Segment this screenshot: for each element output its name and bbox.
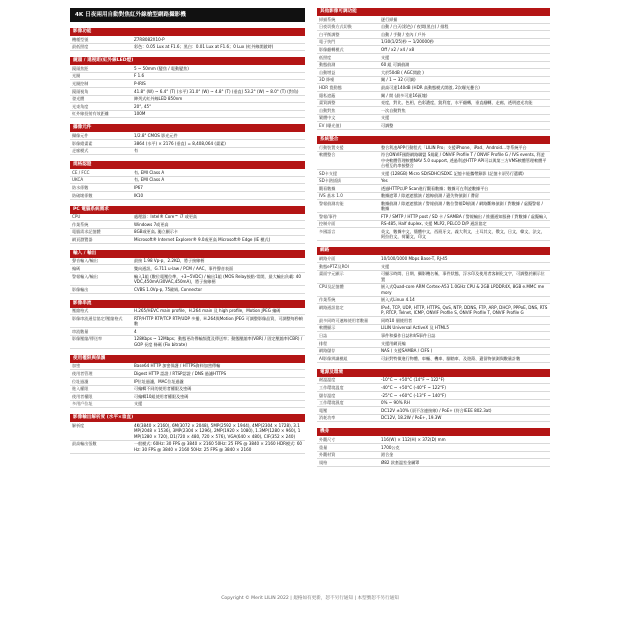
- spec-value: -10°C ~ +50°C (14°F ~ 122°F): [379, 377, 550, 384]
- spec-row: [317, 16, 550, 23]
- spec-label: HDR 寬動態: [317, 84, 379, 92]
- spec-row: [70, 103, 305, 111]
- section-heading: 鏡頭 / 遠視距(紅外線LED燈): [70, 57, 305, 65]
- spec-label: 串流數量: [70, 328, 132, 336]
- spec-row: [317, 151, 550, 169]
- left-sections: [70, 28, 305, 454]
- spec-label: 加密: [70, 363, 132, 370]
- spec-value: 輸入1組 (數位電壓位準，+3~5VDC) / 輸出1組 (MOS Relay接點-常開，最大輸出負載: 40VDC,450mA/30VAC,450mA)，將子接線柄: [132, 273, 305, 286]
- spec-label: 光束角度: [70, 103, 132, 111]
- spec-value: IK10: [132, 191, 305, 199]
- spec-label: 使用者權限: [70, 393, 132, 401]
- spec-table: [317, 16, 550, 130]
- spec-value: H.265/HEVC main profile，H.264 main 及 high profile，Motion JPEG 編碼: [132, 308, 305, 315]
- spec-row: [317, 228, 550, 241]
- spec-label: 隱私遮蔽: [317, 91, 379, 99]
- spec-label: CPU及記憶體: [317, 283, 379, 296]
- spec-label: 警報輸入/輸出: [70, 273, 132, 286]
- spec-label: 作業系統: [70, 221, 132, 229]
- spec-value: 關 / 1 ~ 32 (可調): [379, 76, 550, 84]
- spec-value: 可調整: [379, 122, 550, 130]
- spec-label: 重量: [317, 443, 379, 451]
- spec-row: [317, 31, 550, 39]
- section-heading: 攝像元件: [70, 124, 305, 132]
- spec-value: 5 ~ 50mm (變焦 / 電動變焦): [132, 65, 305, 72]
- spec-row: [70, 36, 305, 43]
- spec-value: 處理器：Intel® Core™ i7 或更高: [132, 214, 305, 221]
- spec-table: [70, 363, 305, 409]
- spec-section: [70, 28, 305, 51]
- spec-label: 影像串流通信協定/壓縮格式: [70, 315, 132, 328]
- spec-label: 低照度: [317, 53, 379, 61]
- spec-value: 支援 (128GB) Micro SD/SDHC/SDXC 記憶卡能攜帶錄影 (記憶卡須另行選購): [379, 169, 550, 177]
- spec-row: [317, 347, 550, 355]
- spec-section: [70, 250, 305, 294]
- spec-value: 可編輯10組使用者權限及密碼: [132, 393, 305, 401]
- section-heading: 輸入 / 輸出: [70, 250, 305, 258]
- spec-label: 消耗功率: [317, 414, 379, 422]
- spec-label: 影像輸出: [70, 286, 132, 294]
- spec-value: 10/100/1000 Mbps Base-T, RJ-45: [379, 255, 550, 262]
- spec-value: 自動 / 手動 / 室內 / 戶外: [379, 31, 550, 39]
- spec-label: 最低照度: [70, 43, 132, 51]
- spec-section: [317, 8, 550, 130]
- spec-label: 工作環境濕度: [317, 399, 379, 407]
- spec-row: [317, 443, 550, 451]
- spec-row: [317, 317, 550, 325]
- spec-label: 發光體: [70, 95, 132, 103]
- spec-row: [317, 185, 550, 193]
- spec-row: [317, 122, 550, 130]
- spec-label: 聲音輸入/輸出: [70, 258, 132, 265]
- spec-row: [70, 191, 305, 199]
- spec-value: 1/2.8" CMOS 影光元件: [132, 132, 305, 139]
- spec-value: 有, EMI Class A: [132, 176, 305, 184]
- spec-label: EV (曝光值): [317, 122, 379, 130]
- spec-value: 鋁合金: [379, 451, 550, 459]
- spec-value: P-IRIS: [132, 80, 305, 88]
- spec-value: 0% ~ 90% RH: [379, 399, 550, 407]
- spec-value: -40°C ~ +50°C (-40°F ~ 122°F): [379, 384, 550, 392]
- spec-value: 3864 (水平) × 2176 (垂直) = 8,408,064 (畫素): [132, 139, 305, 147]
- spec-value: 8GB或更高, 獨立顯示卡: [132, 228, 305, 236]
- spec-value: Yes: [379, 177, 550, 185]
- spec-label: 畫面字元顯示: [317, 270, 379, 283]
- section-heading: 其他影像可調功能: [317, 8, 550, 16]
- spec-label: 位址過濾: [70, 378, 132, 386]
- spec-value: IP位址過濾，MAC位址過濾: [132, 378, 305, 386]
- document-title: 4K 日夜兩用自動對焦紅外線槍型網路攝影機: [70, 8, 305, 22]
- spec-row: [70, 228, 305, 236]
- spec-row: [317, 304, 550, 317]
- spec-value: 符合ONVIF國際網路聯盟 S規範 / ONVIF Profile T / ONVIF Profile G / IVS events, 利凌中央軟體管理軟體NAV 5.0 support, 透過利凌HTTP API可以與第三方VMS軟體管理軟體平台相互的串接整合: [379, 151, 550, 169]
- spec-row: [70, 265, 305, 273]
- spec-row: [317, 377, 550, 384]
- right-sections: [317, 8, 550, 467]
- spec-value: 4K(3840 × 2160), 6M(3072 × 2048), 5MP(2592 × 1944), 4MP(2304 × 1728), 3.1MP(2048 × 1536), 3MP(2304 × 1296), 2MP(1920 × 1080), 1.3MP(1280 × 960), 1MP(1280 × 720), D1(720 × 480, 720 × 576), VGA(640 × 480), CIF(352 × 240): [132, 422, 305, 440]
- spec-row: [317, 84, 550, 92]
- spec-label: 觀看數據: [317, 185, 379, 193]
- spec-label: 網路介面: [317, 255, 379, 262]
- section-heading: 影像輸出解析度 (水平×垂直): [70, 414, 305, 422]
- spec-label: UKCA: [70, 176, 132, 184]
- spec-row: [317, 392, 550, 400]
- spec-row: [70, 393, 305, 401]
- spec-value: 支援: [379, 263, 550, 271]
- spec-row: [70, 286, 305, 294]
- spec-value: 一般模式: 60Hz: 30 FPS @ 3840 × 2160 50Hz: 25 FPS @ 3840 × 2160 HDR模式: 60Hz: 30 FPS @ 3840 × 2160 50Hz: 25 FPS @ 3840 × 2160: [132, 440, 305, 453]
- spec-row: [70, 95, 305, 103]
- spec-row: [317, 451, 550, 459]
- spec-row: [70, 214, 305, 221]
- spec-row: [70, 335, 305, 348]
- spec-label: 多用戶位址: [70, 400, 132, 408]
- spec-row: [317, 177, 550, 185]
- spec-row: [317, 91, 550, 99]
- spec-label: 控制介面: [317, 220, 379, 228]
- spec-value: Off / x2 / x4 / x8: [379, 46, 550, 54]
- spec-table: [70, 169, 305, 199]
- spec-table: [70, 308, 305, 349]
- section-heading: 網路: [317, 247, 550, 255]
- spec-value: Windows 7或更高: [132, 221, 305, 229]
- spec-row: [317, 407, 550, 415]
- spec-row: [70, 315, 305, 328]
- spec-row: [317, 220, 550, 228]
- spec-value: IPv4, TCP, UDP, HTTP, HTTPS, QoS, NTP, DDNS, FTP, ARP, DHCP, PPPoE, DNS, RTSP, RTCP, Telnet, ICMP, ONVIF Profile S, ONVIF Profile T, ONVIF Profile G: [379, 304, 550, 317]
- spec-section: [317, 247, 550, 362]
- spec-value: 支援: [379, 114, 550, 122]
- spec-label: 網路儲存: [317, 347, 379, 355]
- spec-label: 動態ePTZ及ROI: [317, 263, 379, 271]
- spec-value: DC12V ±10% (須不含連接線) / PoE+ (符合IEEE 802.3at): [379, 407, 550, 415]
- spec-row: [317, 263, 550, 271]
- spec-label: 鏡頭視角: [70, 87, 132, 95]
- left-column: [70, 8, 305, 460]
- spec-row: [70, 43, 305, 51]
- spec-value: 陣列式紅外線LED 850nm: [132, 95, 305, 103]
- spec-row: [317, 255, 550, 262]
- spec-label: 編碼: [70, 265, 132, 273]
- spec-row: [317, 270, 550, 283]
- spec-label: 鏡頭焦距: [70, 65, 132, 72]
- spec-row: [70, 72, 305, 80]
- spec-value: 嵌入式Linux 4.14: [379, 296, 550, 304]
- spec-row: [70, 236, 305, 244]
- spec-table: [70, 258, 305, 294]
- spec-label: 作業系統: [317, 296, 379, 304]
- spec-row: [317, 332, 550, 340]
- spec-row: [317, 69, 550, 77]
- spec-label: 網路通訊協定: [317, 304, 379, 317]
- spec-label: 警報偵測功能: [317, 200, 379, 213]
- spec-row: [70, 65, 305, 72]
- spec-value: 數據遮罩 / 除遮遮擋演 / 越線偵測 / 遺失物偵測 / 滯留: [379, 192, 550, 200]
- spec-label: 白平衡調整: [317, 31, 379, 39]
- spec-label: 防破壞係數: [70, 191, 132, 199]
- spec-value: 數據偵測 / 除遮遮擋演 / 警報偵測 / 數位警報DI偵測 / 網路斷線偵測 / 對數據 / 虛擬警報 / 數據: [379, 200, 550, 213]
- spec-row: [317, 399, 550, 407]
- spec-value: 可顯示時間、日期、攝影機名稱，事件狀態，浮水印及使用者客制化文字，可調整於顯示位置: [379, 270, 550, 283]
- spec-table: [70, 214, 305, 244]
- spec-value: 100M: [132, 110, 305, 118]
- spec-label: 行動裝置支援: [317, 144, 379, 151]
- spec-row: [70, 422, 305, 440]
- spec-value: CVBS 1.0Vp-p, 75歐姆, Connector: [132, 286, 305, 294]
- spec-label: 解析度: [70, 422, 132, 440]
- spec-row: [317, 384, 550, 392]
- spec-value: 亮度，對比，色相，色彩濃度，銳利度，水平翻轉，垂直翻轉，走廊，透明遮光功能: [379, 99, 550, 107]
- spec-label: 防水係數: [70, 184, 132, 192]
- spec-row: [70, 385, 305, 393]
- spec-row: [317, 46, 550, 54]
- spec-label: 網頁瀏覽器: [70, 236, 132, 244]
- spec-row: [317, 213, 550, 221]
- spec-value: 可針對特徵進行物體、車輛、機車、腳踏車、及遊蕩、遺留物偵測與數量計數: [379, 355, 550, 363]
- spec-value: LILIN Universal ActiveX 及 HTML5: [379, 324, 550, 332]
- spec-row: [70, 221, 305, 229]
- spec-row: [317, 114, 550, 122]
- spec-table: [317, 255, 550, 362]
- spec-value: 同時10 個使用者: [379, 317, 550, 325]
- spec-section: [70, 124, 305, 155]
- spec-label: 日夜切換方式切換: [317, 23, 379, 31]
- spec-label: 最多同時可連線使用者數量: [317, 317, 379, 325]
- spec-row: [317, 192, 550, 200]
- spec-value: 事件和操作日誌和I/S事件日誌: [379, 332, 550, 340]
- spec-row: [317, 459, 550, 467]
- spec-label: 光圈控制: [70, 80, 132, 88]
- spec-section: [70, 300, 305, 349]
- spec-value: 支援用網頁編: [379, 340, 550, 348]
- spec-table: [70, 422, 305, 453]
- spec-row: [317, 99, 550, 107]
- spec-value: 嵌入式Quad-core ARM Cortex-A53 1.0GHz CPU & 2GB LPDDR4X, 8GB e.MMC memory: [379, 283, 550, 296]
- spec-label: 耐溫溫度: [317, 377, 379, 384]
- spec-label: 工作環境溫度: [317, 384, 379, 392]
- spec-label: 光圈: [70, 72, 132, 80]
- section-heading: 電源及環境: [317, 369, 550, 377]
- spec-table: [317, 144, 550, 242]
- spec-section: [70, 161, 305, 199]
- spec-row: [70, 132, 305, 139]
- spec-row: [70, 80, 305, 88]
- spec-value: Base64 HTTP 加密保護 / HTTPS資料加密傳輸: [132, 363, 305, 370]
- spec-value: 可編輯不同的使用者權限及密碼: [132, 385, 305, 393]
- spec-row: [70, 400, 305, 408]
- spec-value: 1700公克: [379, 443, 550, 451]
- spec-row: [317, 296, 550, 304]
- spec-row: [317, 38, 550, 46]
- spec-value: 116(W) × 112(H) × 372(D) mm: [379, 436, 550, 443]
- spec-label: 電腦需求記憶體: [70, 228, 132, 236]
- spec-table: [70, 36, 305, 51]
- spec-value: 最高可達140dB (HDR 高動態模式開啟, 2次曝光疊合): [379, 84, 550, 92]
- spec-table: [70, 65, 305, 118]
- spec-row: [70, 176, 305, 184]
- spec-row: [317, 200, 550, 213]
- spec-row: [70, 370, 305, 378]
- section-heading: 機身: [317, 428, 550, 436]
- spec-value: 有, EMI Class A: [132, 169, 305, 176]
- spec-label: 繁體中文: [317, 114, 379, 122]
- spec-value: Z7R8082X10-P: [132, 36, 305, 43]
- spec-value: F 1.6: [132, 72, 305, 80]
- spec-label: AI影像辨識模組: [317, 355, 379, 363]
- spec-row: [70, 440, 305, 453]
- spec-value: 20°, 45°: [132, 103, 305, 111]
- spec-label: 電子快門: [317, 38, 379, 46]
- spec-label: 規格: [317, 459, 379, 467]
- spec-row: [70, 139, 305, 147]
- spec-label: 多國語言: [317, 228, 379, 241]
- spec-value: RS-485, Half duplex, 支援 MLP2, PELCO D/P 通訊協定: [379, 220, 550, 228]
- spec-label: 影像總畫素: [70, 139, 132, 147]
- spec-value: 支援: [379, 53, 550, 61]
- section-heading: 影像串流: [70, 300, 305, 308]
- section-heading: 使用權限與保護: [70, 355, 305, 363]
- spec-label: 掃描系統: [317, 16, 379, 23]
- spec-label: 影像翻轉模式: [317, 46, 379, 54]
- spec-label: 畫質調整: [317, 99, 379, 107]
- spec-table: [317, 377, 550, 423]
- spec-row: [70, 110, 305, 118]
- spec-section: [70, 206, 305, 244]
- spec-value: IP67: [132, 184, 305, 192]
- spec-value: RTP/HTTP RTP/TCP RTP/UDP 多播，H.264與Motion JPEG 可調整影像品質，可調整每秒幀數: [134, 315, 303, 327]
- spec-row: [70, 273, 305, 286]
- spec-row: [317, 107, 550, 115]
- spec-row: [70, 328, 305, 336]
- spec-label: 走廊模式: [70, 147, 132, 155]
- spec-row: [317, 324, 550, 332]
- spec-value: 大於50dB ( AGC開啟 ): [379, 69, 550, 77]
- spec-section: [317, 369, 550, 423]
- spec-section: [70, 57, 305, 118]
- spec-row: [70, 169, 305, 176]
- spec-label: 機種型號: [70, 36, 132, 43]
- spec-row: [317, 76, 550, 84]
- spec-value: 英文，數據中文，簡體中文，西班牙文，義大利文，土耳其文，俄文，日文，韓文，法文，阿拉伯文，荷蘭文，印文: [379, 228, 550, 241]
- spec-row: [317, 169, 550, 177]
- spec-label: 軟體整合: [317, 151, 379, 169]
- section-heading: 系統整合: [317, 136, 550, 144]
- spec-label: 攝像元件: [70, 132, 132, 139]
- spec-label: CE / FCC: [70, 169, 132, 176]
- spec-label: 最高輸出張數: [70, 440, 132, 453]
- spec-row: [70, 87, 305, 95]
- spec-value: 1/30(1/25)秒 ~ 1/20000秒: [379, 38, 550, 46]
- spec-label: 軟體顯示: [317, 324, 379, 332]
- spec-row: [317, 61, 550, 69]
- spec-table: [70, 132, 305, 155]
- spec-value: 4: [132, 328, 305, 336]
- spec-value: 60 組 可調偵測: [379, 61, 550, 69]
- spec-label: 使用者管理: [70, 370, 132, 378]
- spec-label: 外觀材質: [317, 451, 379, 459]
- spec-label: 外觀尺寸: [317, 436, 379, 443]
- spec-value: Ø82 款套溫室金屬罩: [379, 459, 550, 467]
- spec-label: 進入權限: [70, 385, 132, 393]
- spec-value: 128Kbps ~ 12Mbps；動態更改傳輸頻寬及傳送率；動態壓縮率(VBR) / 固定壓縮率(CBR) / GOP 長度 條碼 (Fix bitrate): [132, 335, 305, 348]
- spec-label: 紅外線投射有效距離: [70, 110, 132, 118]
- spec-section: [317, 136, 550, 242]
- spec-value: Digest HTTP 認證 / RTSP認證 / DNS 過濾HTTPS: [132, 370, 305, 378]
- spec-label: 影像壓縮/傳送率: [70, 335, 132, 348]
- spec-table: [317, 436, 550, 466]
- section-heading: 影像功能: [70, 28, 305, 36]
- spec-row: [317, 436, 550, 443]
- spec-label: 儲存溫度: [317, 392, 379, 400]
- spec-label: 警報/事件: [317, 213, 379, 221]
- spec-row: [317, 355, 550, 363]
- spec-row: [317, 414, 550, 422]
- spec-label: 日誌: [317, 332, 379, 340]
- spec-label: CPU: [70, 214, 132, 221]
- spec-row: [317, 53, 550, 61]
- spec-value: 關 / 開 (最多可達16區塊): [379, 91, 550, 99]
- spec-value: NAS ( 支援SAMBA / CIFS ): [379, 347, 550, 355]
- spec-label: IVS 基本 1.0: [317, 192, 379, 200]
- spec-row: [70, 258, 305, 265]
- spec-row: [317, 340, 550, 348]
- section-heading: PC 電腦系統需求: [70, 206, 305, 214]
- spec-section: [70, 355, 305, 409]
- spec-section: [317, 428, 550, 466]
- spec-label: 自動增益: [317, 69, 379, 77]
- spec-row: [317, 283, 550, 296]
- footer-copyright: Copyright © Merit LILIN 2022 | 規格如有更新，恕不另行通知 | 本型號恕不另行通知: [221, 596, 399, 601]
- spec-row: [317, 23, 550, 31]
- spec-value: 一次自動對焦: [379, 107, 550, 115]
- spec-label: SD卡熱插拔: [317, 177, 379, 185]
- spec-value: 逐行掃描: [379, 16, 550, 23]
- spec-value: 透過HTTP以IP Scan進行觀看數據；數據可在利凌數據平台: [379, 185, 550, 193]
- spec-value: -25°C ~ +60°C (-13°F ~ 140°F): [379, 392, 550, 400]
- spec-value: 支援: [132, 400, 305, 408]
- spec-value: 最接 1.98 Vp-p，2.2KΩ，將子接線柄: [132, 258, 305, 265]
- spec-value: FTP / SMTP / HTTP post / SD 卡 / SAMBA / 警報輸出 / 推播通知服務 / 對數據 / 虛擬輸入: [379, 213, 550, 221]
- spec-section: [70, 414, 305, 453]
- spec-row: [70, 363, 305, 370]
- spec-value: 有: [132, 147, 305, 155]
- spec-label: 自動對焦: [317, 107, 379, 115]
- spec-label: 動態偵測: [317, 61, 379, 69]
- spec-value: 自動 / 白天(彩色) / 夜間(黑白) / 排程: [379, 23, 550, 31]
- spec-value: Microsoft® Internet Explorer® 9.0或更高 Microsoft® Edge (IE 模式): [132, 236, 305, 244]
- spec-value: 41.8° (W) ~ 6.4° (T) (水平) 31.0° (W) ~ 4.8° (T) (垂直) 53.2° (W) ~ 8.0° (T) (對角): [132, 87, 305, 95]
- right-column: [317, 8, 550, 473]
- spec-label: 電壓: [317, 407, 379, 415]
- spec-value: DC12V, 18.2W / PoE+, 19.3W: [379, 414, 550, 422]
- spec-label: 3D 降噪: [317, 76, 379, 84]
- spec-label: 壓縮格式: [70, 308, 132, 315]
- spec-label: 排程: [317, 340, 379, 348]
- spec-value: 整合利凌APP行動程式「LILIN Pro」支援iPhone、iPad、Android…等系統平台: [379, 144, 550, 151]
- section-heading: 規格認證: [70, 161, 305, 169]
- spec-label: SD卡支援: [317, 169, 379, 177]
- spec-value: 雙向通訊，G.711 u-law / PCM / AAC，事件聲音表面: [132, 265, 305, 273]
- spec-row: [70, 308, 305, 315]
- spec-row: [70, 378, 305, 386]
- spec-value: 彩色：0.05 Lux at F1.6；黑白：0.01 Lux at F1.6；0 Lux (紅外線開啟時): [132, 43, 305, 51]
- spec-row: [70, 147, 305, 155]
- spec-row: [317, 144, 550, 151]
- spec-row: [70, 184, 305, 192]
